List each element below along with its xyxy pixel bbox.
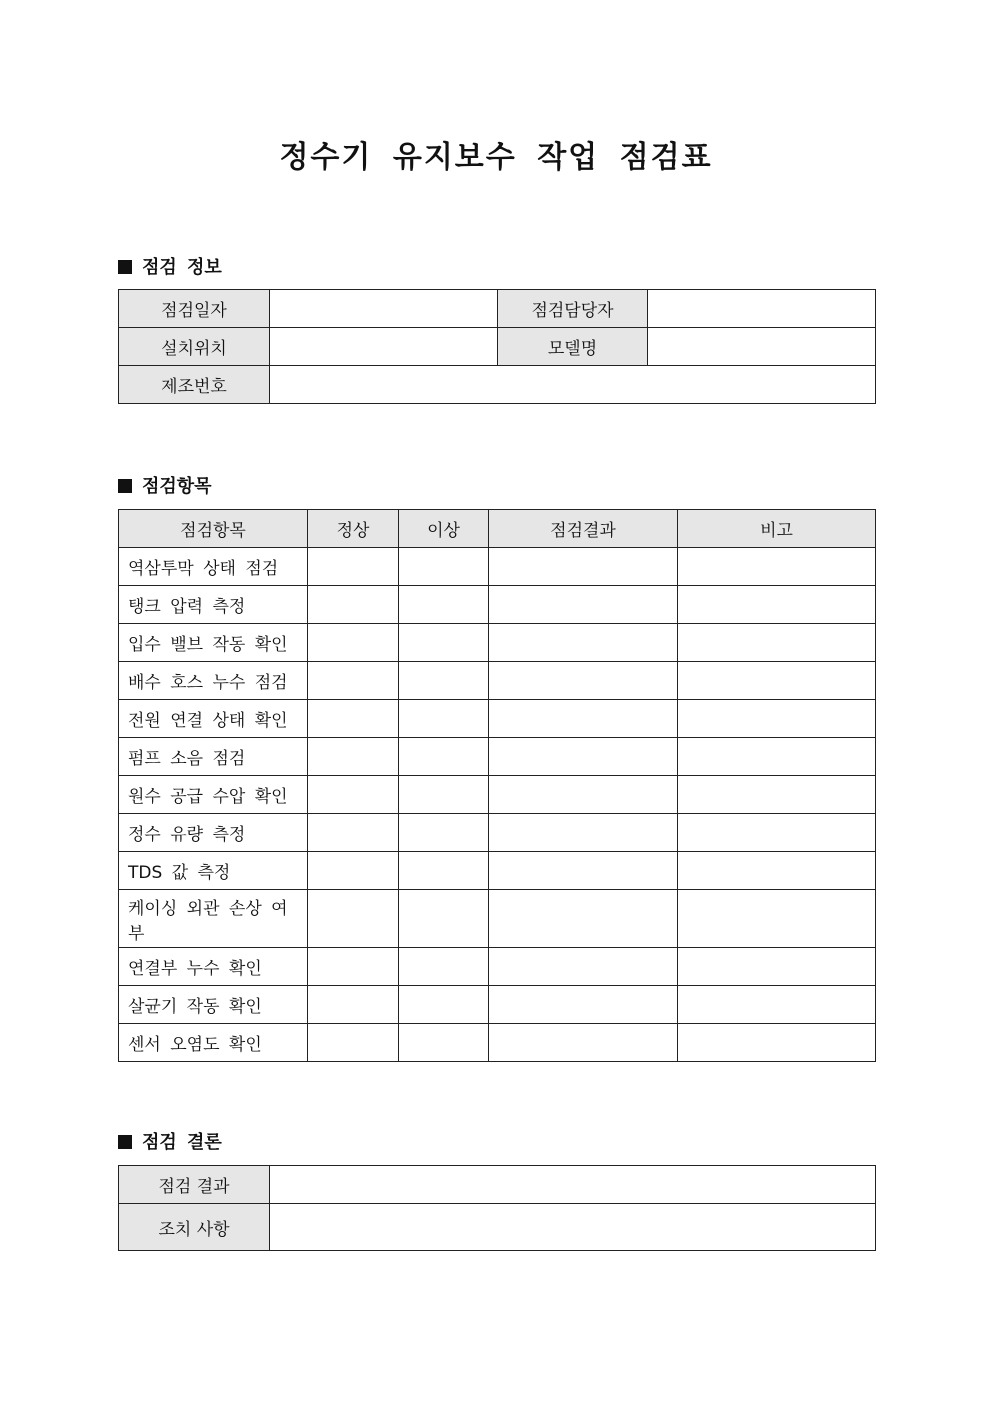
table-row xyxy=(119,890,876,948)
normal-cell[interactable] xyxy=(308,662,399,700)
column-header: 점검항목 xyxy=(119,510,308,548)
abnormal-cell[interactable] xyxy=(399,700,489,738)
item-name: 펌프 소음 점검 xyxy=(119,738,308,776)
date-label: 점검일자 xyxy=(119,290,270,328)
info-table xyxy=(118,289,876,404)
normal-cell[interactable] xyxy=(308,890,399,948)
remarks-cell[interactable] xyxy=(678,986,876,1024)
normal-cell[interactable] xyxy=(308,548,399,586)
action-label: 조치 사항 xyxy=(119,1204,270,1251)
square-bullet-icon xyxy=(118,479,132,493)
remarks-cell[interactable] xyxy=(678,700,876,738)
inspector-label: 점검담당자 xyxy=(498,290,648,328)
result-cell[interactable] xyxy=(489,948,678,986)
column-header: 정상 xyxy=(308,510,399,548)
remarks-cell[interactable] xyxy=(678,548,876,586)
remarks-cell[interactable] xyxy=(678,1024,876,1062)
abnormal-cell[interactable] xyxy=(399,948,489,986)
result-cell[interactable] xyxy=(489,624,678,662)
result-cell[interactable] xyxy=(489,852,678,890)
column-header: 점검결과 xyxy=(489,510,678,548)
item-name: 전원 연결 상태 확인 xyxy=(119,700,308,738)
item-name: 역삼투막 상태 점검 xyxy=(119,548,308,586)
result-cell[interactable] xyxy=(489,700,678,738)
document-title: 정수기 유지보수 작업 점검표 xyxy=(279,140,713,175)
remarks-cell[interactable] xyxy=(678,624,876,662)
remarks-cell[interactable] xyxy=(678,852,876,890)
square-bullet-icon xyxy=(118,1135,132,1149)
normal-cell[interactable] xyxy=(308,814,399,852)
item-name: 케이싱 외관 손상 여부 xyxy=(119,890,308,948)
remarks-cell[interactable] xyxy=(678,814,876,852)
normal-cell[interactable] xyxy=(308,700,399,738)
normal-cell[interactable] xyxy=(308,586,399,624)
normal-cell[interactable] xyxy=(308,624,399,662)
item-name: TDS 값 측정 xyxy=(119,852,308,890)
location-label: 설치위치 xyxy=(119,328,270,366)
item-name: 연결부 누수 확인 xyxy=(119,948,308,986)
conclusion-table xyxy=(118,1165,876,1251)
column-header: 이상 xyxy=(399,510,489,548)
abnormal-cell[interactable] xyxy=(399,986,489,1024)
remarks-cell[interactable] xyxy=(678,738,876,776)
abnormal-cell[interactable] xyxy=(399,852,489,890)
model-field[interactable] xyxy=(648,328,876,366)
table-row xyxy=(119,814,876,852)
section-heading-conclusion: 점검 결론 xyxy=(118,1128,222,1154)
abnormal-cell[interactable] xyxy=(399,662,489,700)
result-cell[interactable] xyxy=(489,586,678,624)
table-header-row xyxy=(119,510,876,548)
abnormal-cell[interactable] xyxy=(399,776,489,814)
table-row xyxy=(119,852,876,890)
remarks-cell[interactable] xyxy=(678,776,876,814)
table-row xyxy=(119,700,876,738)
abnormal-cell[interactable] xyxy=(399,586,489,624)
normal-cell[interactable] xyxy=(308,776,399,814)
abnormal-cell[interactable] xyxy=(399,1024,489,1062)
result-cell[interactable] xyxy=(489,986,678,1024)
remarks-cell[interactable] xyxy=(678,890,876,948)
abnormal-cell[interactable] xyxy=(399,624,489,662)
action-field[interactable] xyxy=(270,1204,876,1251)
location-field[interactable] xyxy=(270,328,498,366)
result-cell[interactable] xyxy=(489,890,678,948)
section-heading-items: 점검항목 xyxy=(118,472,212,498)
result-cell[interactable] xyxy=(489,1024,678,1062)
item-name: 입수 밸브 작동 확인 xyxy=(119,624,308,662)
result-cell[interactable] xyxy=(489,662,678,700)
result-cell[interactable] xyxy=(489,776,678,814)
serial-label: 제조번호 xyxy=(119,366,270,404)
table-row xyxy=(119,624,876,662)
result-label: 점검 결과 xyxy=(119,1166,270,1204)
result-field[interactable] xyxy=(270,1166,876,1204)
normal-cell[interactable] xyxy=(308,852,399,890)
table-row xyxy=(119,586,876,624)
table-row xyxy=(119,776,876,814)
serial-field[interactable] xyxy=(270,366,876,404)
remarks-cell[interactable] xyxy=(678,948,876,986)
table-row xyxy=(119,662,876,700)
table-row xyxy=(119,548,876,586)
column-header: 비고 xyxy=(678,510,876,548)
remarks-cell[interactable] xyxy=(678,586,876,624)
table-row xyxy=(119,986,876,1024)
item-name: 탱크 압력 측정 xyxy=(119,586,308,624)
abnormal-cell[interactable] xyxy=(399,890,489,948)
abnormal-cell[interactable] xyxy=(399,548,489,586)
square-bullet-icon xyxy=(118,260,132,274)
abnormal-cell[interactable] xyxy=(399,738,489,776)
normal-cell[interactable] xyxy=(308,948,399,986)
table-row xyxy=(119,948,876,986)
item-name: 정수 유량 측정 xyxy=(119,814,308,852)
result-cell[interactable] xyxy=(489,548,678,586)
normal-cell[interactable] xyxy=(308,986,399,1024)
item-name: 배수 호스 누수 점검 xyxy=(119,662,308,700)
item-name: 원수 공급 수압 확인 xyxy=(119,776,308,814)
model-label: 모델명 xyxy=(498,328,648,366)
result-cell[interactable] xyxy=(489,738,678,776)
abnormal-cell[interactable] xyxy=(399,814,489,852)
inspector-field[interactable] xyxy=(648,290,876,328)
table-row xyxy=(119,738,876,776)
item-name: 살균기 작동 확인 xyxy=(119,986,308,1024)
result-cell[interactable] xyxy=(489,814,678,852)
section-heading-info: 점검 정보 xyxy=(118,253,222,279)
normal-cell[interactable] xyxy=(308,1024,399,1062)
item-name: 센서 오염도 확인 xyxy=(119,1024,308,1062)
date-field[interactable] xyxy=(270,290,498,328)
remarks-cell[interactable] xyxy=(678,662,876,700)
table-row xyxy=(119,1024,876,1062)
items-table xyxy=(118,509,876,1062)
normal-cell[interactable] xyxy=(308,738,399,776)
